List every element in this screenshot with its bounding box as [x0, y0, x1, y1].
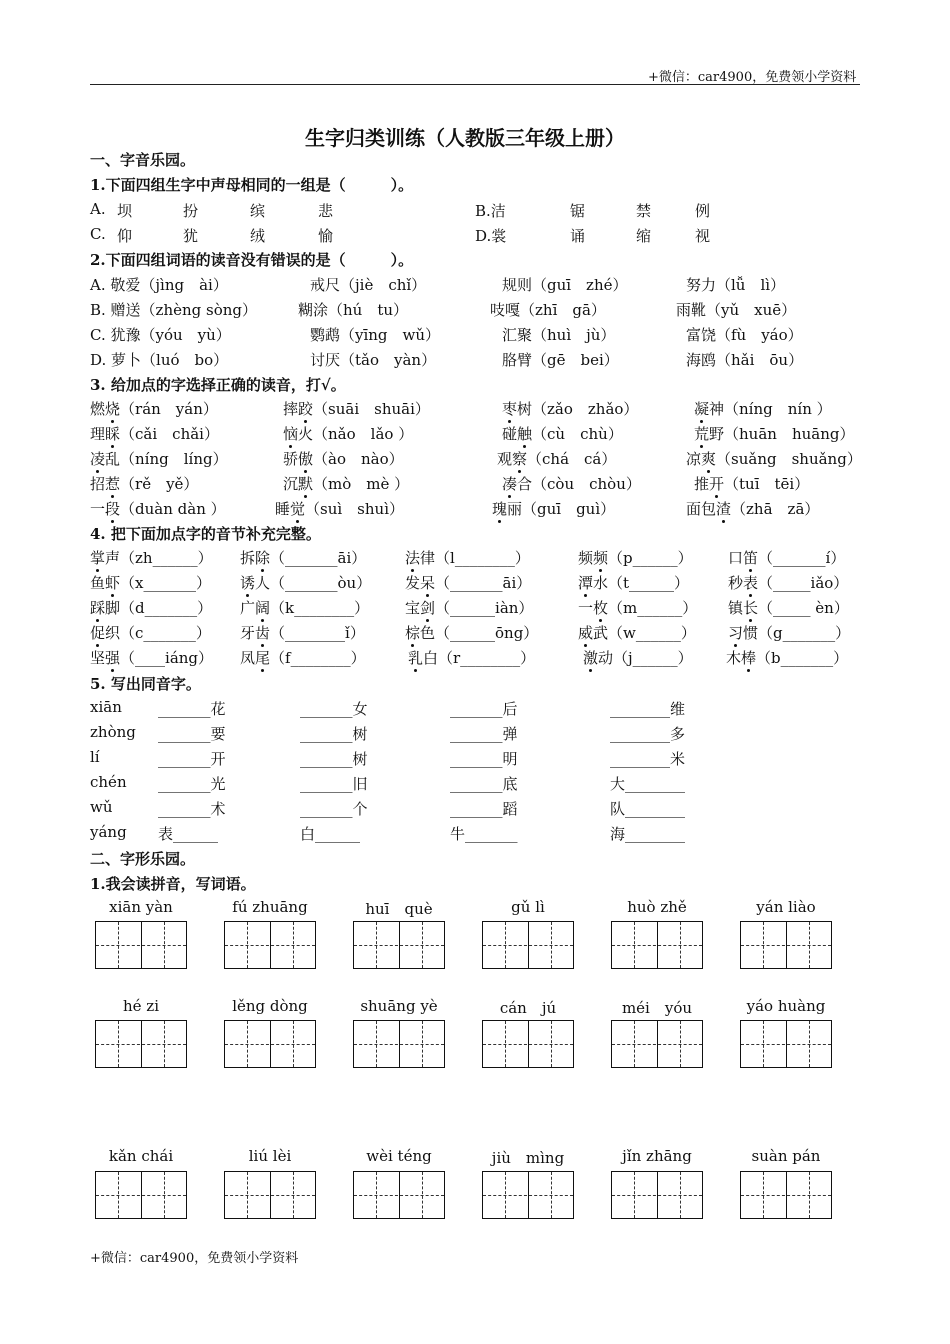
q1-option-a-label: A.	[90, 200, 106, 218]
dot-char: 荒	[694, 425, 710, 443]
p2q1-prompt: 1.我会读拼音，写词语。	[90, 875, 256, 893]
q5-blank: _______个	[300, 800, 368, 818]
q1-option-a-char: 扮	[183, 202, 199, 220]
q4-item: 镇长（_____ èn）	[728, 599, 849, 617]
q3-item: 睡觉（suì shuì）	[275, 500, 405, 518]
dot-char: 阔	[255, 599, 271, 617]
dot-char: 察	[512, 450, 528, 468]
q1-option-c-char: 仰	[117, 227, 133, 245]
writing-grid[interactable]	[611, 1171, 703, 1219]
q4-item: 鱼虾（x_______）	[90, 574, 211, 592]
pinyin-label: lěng dòng	[232, 997, 308, 1015]
q5-prompt: 5. 写出同音字。	[90, 675, 201, 693]
q1-option-b-char: 例	[695, 202, 711, 220]
q4-item: 秒表（_____iǎo）	[728, 574, 849, 592]
writing-grid[interactable]	[95, 1020, 187, 1068]
q1-option-a-char: 坝	[117, 202, 133, 220]
header-note: +微信：car4900，免费领小学资料	[648, 70, 857, 85]
q4-item: 木棒（b_______）	[726, 649, 849, 667]
q4-item: 诱人（_______òu）	[240, 574, 372, 592]
pinyin-label: yán liào	[756, 898, 816, 916]
q4-item: 掌声（zh______）	[90, 549, 213, 567]
writing-grid[interactable]	[353, 921, 445, 969]
q5-blank: _______蹈	[450, 800, 518, 818]
dot-char: 段	[105, 500, 121, 518]
q3-prompt: 3. 给加点的字选择正确的读音，打√。	[90, 376, 346, 394]
q4-item: 激动（j______）	[583, 649, 693, 667]
writing-grid[interactable]	[611, 1020, 703, 1068]
q4-item: 踩脚（d_______）	[90, 599, 213, 617]
q5-blank: _______要	[158, 725, 226, 743]
q2-item: 雨靴（yǔ xuē）	[676, 301, 797, 319]
q4-item: 一枚（m______）	[578, 599, 698, 617]
q4-item: 法律（l________）	[405, 549, 530, 567]
q5-blank: _______树	[300, 725, 368, 743]
q2-item: 胳臂（gē bei）	[502, 351, 619, 369]
pinyin-label: fú zhuāng	[232, 898, 308, 916]
writing-grid[interactable]	[353, 1020, 445, 1068]
q2-item: C. 犹豫（yóu yù）	[90, 326, 231, 344]
dot-char: 习	[728, 624, 744, 642]
q1-option-a-char: 缤	[250, 202, 266, 220]
q4-item: 棕色（______ōng）	[405, 624, 539, 642]
dot-char: 枣	[502, 400, 518, 418]
q3-item: 凉爽（suǎng shuǎng）	[686, 450, 862, 468]
q4-item: 习惯（g_______）	[728, 624, 851, 642]
q5-blank: _______弹	[450, 725, 518, 743]
writing-grid[interactable]	[740, 1171, 832, 1219]
dot-char: 尾	[255, 649, 271, 667]
q5-blank: _______术	[158, 800, 226, 818]
dot-char: 威	[578, 624, 594, 642]
pinyin-label: jǐn zhāng	[622, 1147, 692, 1165]
q3-item: 凝神（níng nín ）	[694, 400, 832, 418]
q3-item: 凑合（còu chòu）	[502, 475, 641, 493]
q2-item: 讨厌（tǎo yàn）	[310, 351, 437, 369]
dot-char: 凑	[502, 475, 518, 493]
part1-heading: 一、字音乐园。	[90, 151, 196, 169]
q2-item: 吱嘎（zhī gā）	[490, 301, 606, 319]
q3-item: 燃烧（rán yán）	[90, 400, 218, 418]
q3-item: 凌乱（níng líng）	[90, 450, 228, 468]
header-rule	[90, 84, 860, 85]
dot-char: 潭	[578, 574, 594, 592]
q5-blank: _______明	[450, 750, 518, 768]
dot-char: 凝	[694, 400, 710, 418]
q4-item: 凤尾（f________）	[240, 649, 366, 667]
dot-char: 棕	[405, 624, 421, 642]
q4-item: 广阔（k________）	[240, 599, 370, 617]
pinyin-label: shuāng yè	[360, 997, 438, 1015]
dot-char: 笛	[743, 549, 759, 567]
dot-char: 踩	[90, 599, 106, 617]
q5-blank: ________多	[610, 725, 686, 743]
pinyin-label: kǎn chái	[108, 1147, 174, 1165]
q1-option-c-label: C.	[90, 225, 106, 243]
writing-grid[interactable]	[95, 1171, 187, 1219]
q1-prompt: 1.下面四组生字中声母相同的一组是（ ）。	[90, 176, 414, 194]
q3-item: 摔跤（suāi shuāi）	[283, 400, 430, 418]
q3-item: 枣树（zǎo zhǎo）	[502, 400, 639, 418]
pinyin-label: xiān yàn	[109, 898, 173, 916]
dot-char: 法	[405, 549, 421, 567]
dot-char: 凌	[90, 450, 106, 468]
q2-item: D. 萝卜（luó bo）	[90, 351, 229, 369]
writing-grid[interactable]	[224, 1020, 316, 1068]
q3-item: 面包渣（zhā zā）	[686, 500, 820, 518]
q5-blank: _______树	[300, 750, 368, 768]
dot-char: 长	[743, 599, 759, 617]
pinyin-label: liú lèi	[248, 1147, 292, 1165]
q1-option-b-char: 禁	[636, 202, 652, 220]
pinyin-label: yáo huàng	[746, 997, 826, 1015]
q5-blank: 队________	[610, 800, 686, 818]
q3-item: 荒野（huān huāng）	[694, 425, 855, 443]
dot-char: 觉	[290, 500, 306, 518]
q2-item: B. 赠送（zhèng sòng）	[90, 301, 258, 319]
dot-char: 乳	[408, 649, 424, 667]
q4-item: 频频（p______）	[578, 549, 693, 567]
q2-item: 富饶（fù yáo）	[686, 326, 803, 344]
q5-blank: 牛_______	[450, 825, 518, 843]
q3-item: 恼火（nǎo lǎo ）	[283, 425, 414, 443]
dot-char: 枚	[593, 599, 609, 617]
pinyin-label: méi yóu	[621, 999, 693, 1017]
q5-pinyin: chén	[90, 773, 127, 791]
page-title: 生字归类训练（人教版三年级上册）	[305, 126, 625, 150]
pinyin-label: suàn pán	[751, 1147, 821, 1165]
dot-char: 虾	[105, 574, 121, 592]
q3-item: 一段（duàn dàn ）	[90, 500, 226, 518]
q2-item: 鹦鹉（yīng wǔ）	[310, 326, 441, 344]
pinyin-label: gǔ lì	[511, 898, 545, 916]
dot-char: 激	[583, 649, 599, 667]
q4-item: 威武（w______）	[578, 624, 696, 642]
q3-item: 沉默（mò mè ）	[283, 475, 410, 493]
q1-option-c-char: 愉	[318, 227, 334, 245]
dot-char: 促	[90, 624, 106, 642]
writing-grid[interactable]	[740, 1020, 832, 1068]
q5-blank: _______底	[450, 775, 518, 793]
dot-char: 呆	[420, 574, 436, 592]
q2-item: 汇聚（huì jù）	[502, 326, 616, 344]
q3-item: 碰触（cù chù）	[502, 425, 623, 443]
footer-note: +微信：car4900，免费领小学资料	[90, 1251, 299, 1266]
q5-blank: _______旧	[300, 775, 368, 793]
writing-grid[interactable]	[611, 921, 703, 969]
dot-char: 睬	[105, 425, 121, 443]
q4-item: 潭水（t______）	[578, 574, 690, 592]
q4-item: 促织（c_______）	[90, 624, 211, 642]
q1-option-d-char: 诵	[570, 227, 586, 245]
dot-char: 瑰	[492, 500, 508, 518]
writing-grid[interactable]	[482, 921, 574, 969]
pinyin-label: wèi téng	[366, 1147, 432, 1165]
dot-char: 跤	[298, 400, 314, 418]
dot-char: 触	[517, 425, 533, 443]
q3-item: 瑰丽（guī guì）	[492, 500, 616, 518]
q3-item: 观察（chá cá）	[497, 450, 617, 468]
q2-item: A. 敬爱（jìng ài）	[90, 276, 228, 294]
q5-blank: 白______	[300, 825, 361, 843]
q4-item: 牙齿（________ǐ）	[240, 624, 365, 642]
q4-item: 拆除（_______āi）	[240, 549, 367, 567]
writing-grid[interactable]	[224, 921, 316, 969]
dot-char: 表	[743, 574, 759, 592]
pinyin-label: huī què	[365, 900, 433, 918]
q1-option-c-char: 绒	[250, 227, 266, 245]
q2-item: 海鸥（hǎi ōu）	[686, 351, 804, 369]
q2-item: 努力（lǚ lì）	[686, 276, 786, 294]
q3-item: 招惹（rě yě）	[90, 475, 199, 493]
writing-grid[interactable]	[482, 1171, 574, 1219]
q5-blank: _______花	[158, 700, 226, 718]
q2-prompt: 2.下面四组词语的读音没有错误的是（ ）。	[90, 251, 414, 269]
dot-char: 掌	[90, 549, 106, 567]
q1-option-d-char: 视	[695, 227, 711, 245]
q1-option-d-char: 缩	[636, 227, 652, 245]
q5-blank: ________米	[610, 750, 686, 768]
q1-option-a-char: 悲	[318, 202, 334, 220]
dot-char: 除	[255, 549, 271, 567]
q4-item: 坚强（____iáng）	[90, 649, 214, 667]
dot-char: 傲	[298, 450, 314, 468]
q2-item: 戒尺（jiè chǐ）	[310, 276, 427, 294]
dot-char: 恼	[283, 425, 299, 443]
dot-char: 惹	[105, 475, 121, 493]
pinyin-label: jiù mìng	[491, 1149, 565, 1167]
writing-grid[interactable]	[95, 921, 187, 969]
dot-char: 诱	[240, 574, 256, 592]
dot-char: 剑	[420, 599, 436, 617]
q5-pinyin: xiān	[90, 698, 122, 716]
dot-char: 棒	[741, 649, 757, 667]
dot-char: 频	[593, 549, 609, 567]
q4-item: 发呆（_______āi）	[405, 574, 532, 592]
dot-char: 爽	[701, 450, 717, 468]
q1-option-b-char: 锯	[570, 202, 586, 220]
writing-grid[interactable]	[353, 1171, 445, 1219]
writing-grid[interactable]	[740, 921, 832, 969]
dot-char: 渣	[716, 500, 732, 518]
q5-blank: _______后	[450, 700, 518, 718]
dot-char: 烧	[105, 400, 121, 418]
q3-item: 骄傲（ào nào）	[283, 450, 404, 468]
writing-grid[interactable]	[482, 1020, 574, 1068]
q4-item: 口笛（_______í）	[728, 549, 846, 567]
q4-item: 宝剑（______iàn）	[405, 599, 534, 617]
q1-option-b-char: B.洁	[475, 202, 506, 220]
pinyin-label: cán jú	[499, 999, 557, 1017]
part2-heading: 二、字形乐园。	[90, 850, 196, 868]
writing-grid[interactable]	[224, 1171, 316, 1219]
dot-char: 开	[709, 475, 725, 493]
q1-option-d-char: D.裳	[475, 227, 507, 245]
q5-pinyin: lí	[90, 748, 100, 766]
q3-item: 理睬（cǎi chǎi）	[90, 425, 219, 443]
q4-item: 乳白（r________）	[408, 649, 536, 667]
q3-item: 推开（tuī tēi）	[694, 475, 810, 493]
q5-blank: _______开	[158, 750, 226, 768]
q4-prompt: 4. 把下面加点字的音节补充完整。	[90, 525, 321, 543]
q5-pinyin: zhòng	[90, 723, 136, 741]
q2-item: 规则（guī zhé）	[502, 276, 628, 294]
q5-blank: 海________	[610, 825, 686, 843]
q5-blank: 大________	[610, 775, 686, 793]
q5-blank: _______女	[300, 700, 368, 718]
q5-blank: 表______	[158, 825, 219, 843]
q5-blank: ________维	[610, 700, 686, 718]
dot-char: 默	[298, 475, 314, 493]
q2-item: 糊涂（hú tu）	[298, 301, 409, 319]
q1-option-c-char: 犹	[183, 227, 199, 245]
q5-pinyin: wǔ	[90, 798, 113, 816]
dot-char: 齿	[255, 624, 271, 642]
dot-char: 强	[105, 649, 121, 667]
q5-blank: _______光	[158, 775, 226, 793]
pinyin-label: huò zhě	[627, 898, 687, 916]
q5-pinyin: yáng	[90, 823, 127, 841]
pinyin-label: hé zi	[122, 997, 159, 1015]
